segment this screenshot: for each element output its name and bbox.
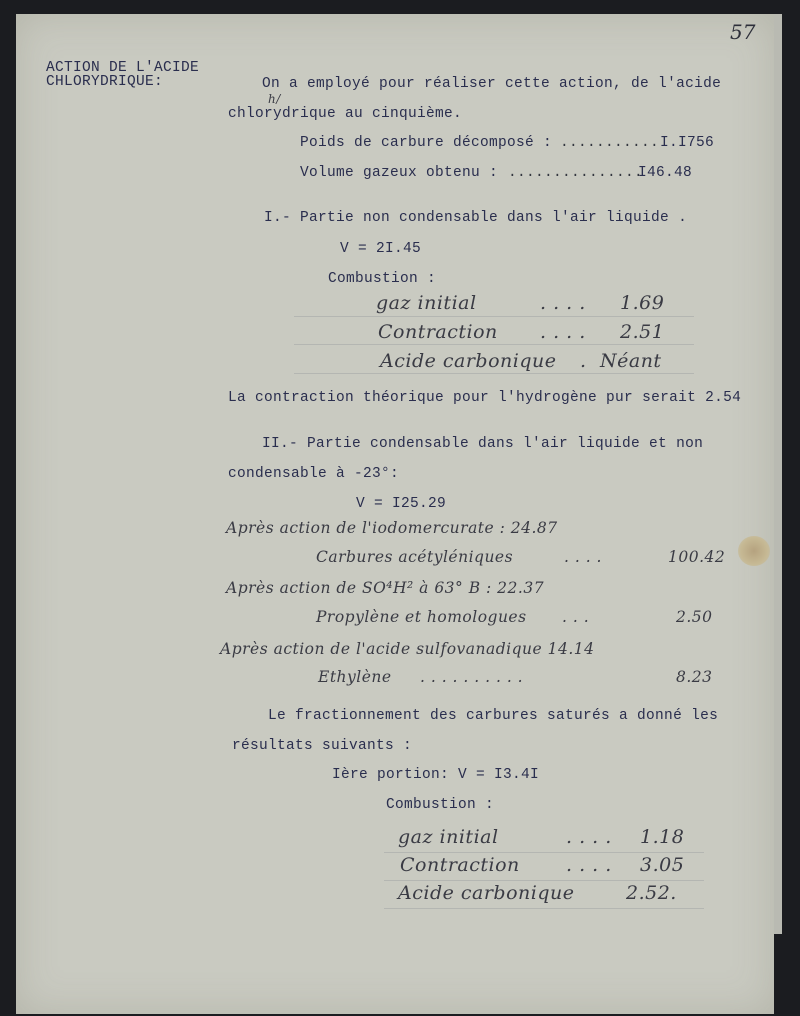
poids-dots: ........... xyxy=(560,135,660,151)
part2-title-line-2: condensable à -23°: xyxy=(228,466,400,482)
paper-stain xyxy=(738,536,770,566)
ruled-line xyxy=(384,880,704,881)
fraction-combustion-label: Combustion : xyxy=(386,797,495,813)
ruled-line xyxy=(384,852,704,853)
ruled-line xyxy=(294,373,694,374)
fraction-text-line-1: Le fractionnement des carbures saturés a donné les xyxy=(268,708,719,724)
step-action: Après action de l'acide sulfovanadique 14.14 xyxy=(220,640,595,658)
part1-row-value: 2.51 xyxy=(620,321,665,343)
part1-row-dots: . xyxy=(580,350,587,372)
intro-line-2: chlorydrique au cinquième. xyxy=(228,106,463,122)
part1-row-label: Acide carbonique xyxy=(380,350,557,372)
fraction-row-dots: . . . . xyxy=(566,826,612,848)
poids-label: Poids de carbure décomposé : xyxy=(300,135,553,151)
step-action: Après action de SO⁴H² à 63° B : 22.37 xyxy=(226,579,545,597)
step-product: Ethylène xyxy=(318,668,392,686)
part2-title-line-1: II.- Partie condensable dans l'air liquide et non xyxy=(262,436,704,452)
page-edge xyxy=(774,14,782,934)
part2-volume: V = I25.29 xyxy=(356,496,447,512)
part1-row-label: gaz initial xyxy=(376,292,477,314)
part1-row-dots: . . . . xyxy=(540,321,586,343)
fraction-text-line-2: résultats suivants : xyxy=(232,738,413,754)
volume-dots: ............... xyxy=(508,165,644,181)
fraction-row-value: 3.05 xyxy=(640,854,685,876)
fraction-row-label: Contraction xyxy=(400,854,520,876)
fraction-portion: Ière portion: V = I3.4I xyxy=(332,767,540,783)
fraction-row-label: gaz initial xyxy=(398,826,499,848)
fraction-row-value: 1.18 xyxy=(640,826,685,848)
step-dots: . . . . . . . . . . xyxy=(420,668,524,686)
part1-row-label: Contraction xyxy=(378,321,498,343)
step-action: Après action de l'iodomercurate : 24.87 xyxy=(226,519,558,537)
step-product: Carbures acétyléniques xyxy=(316,548,514,566)
step-value: 2.50 xyxy=(676,608,713,626)
part1-title: I.- Partie non condensable dans l'air liquide . xyxy=(264,210,688,226)
ruled-line xyxy=(384,908,704,909)
margin-heading-line-1: ACTION DE L'ACIDE xyxy=(46,60,200,76)
ruled-line xyxy=(294,316,694,317)
page-number: 57 xyxy=(730,20,756,44)
fraction-row-label: Acide carbonique xyxy=(398,882,575,904)
part1-volume: V = 2I.45 xyxy=(340,241,422,257)
fraction-row-value: 2.52. xyxy=(626,882,677,904)
ruled-line xyxy=(294,344,694,345)
poids-value: I.I756 xyxy=(660,135,715,151)
fraction-row-dots: . . . . xyxy=(566,854,612,876)
theoretical-contraction: La contraction théorique pour l'hydrogène pur serait 2.54 xyxy=(228,390,742,406)
step-dots: . . . . xyxy=(564,548,602,566)
part1-row-dots: . . . . xyxy=(540,292,586,314)
intro-correction: h/ xyxy=(268,92,281,106)
part1-row-value: 1.69 xyxy=(620,292,665,314)
step-product: Propylène et homologues xyxy=(316,608,527,626)
step-dots: . . . xyxy=(562,608,590,626)
volume-label: Volume gazeux obtenu : xyxy=(300,165,499,181)
volume-value: I46.48 xyxy=(638,165,693,181)
step-value: 100.42 xyxy=(668,548,726,566)
intro-line-1: On a employé pour réaliser cette action, de l'acide xyxy=(262,76,722,92)
part1-row-value: Néant xyxy=(600,350,662,372)
margin-heading-line-2: CHLORYDRIQUE: xyxy=(46,74,164,90)
part1-combustion-label: Combustion : xyxy=(328,271,437,287)
step-value: 8.23 xyxy=(676,668,713,686)
